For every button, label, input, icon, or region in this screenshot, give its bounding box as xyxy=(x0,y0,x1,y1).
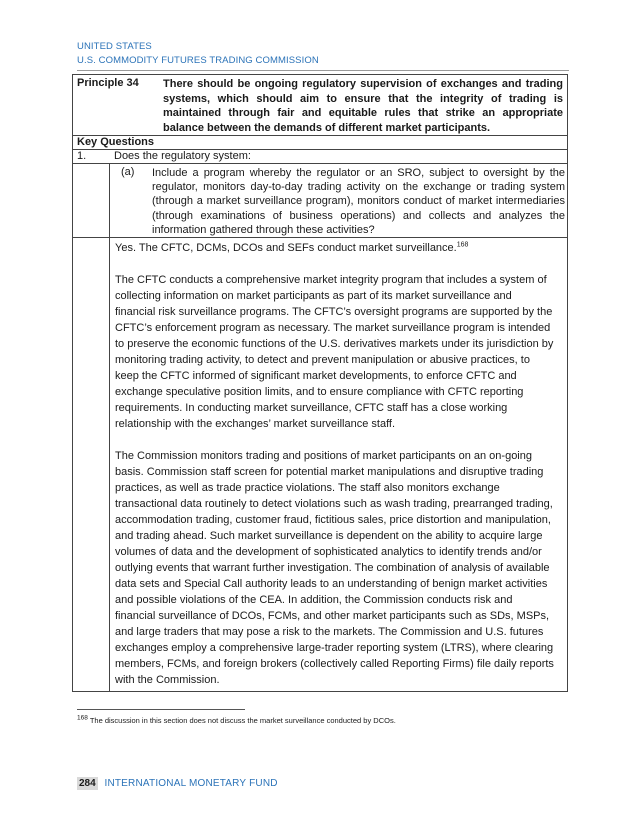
footnote-ref[interactable]: 168 xyxy=(456,241,469,249)
page-header xyxy=(77,40,567,71)
principle-row xyxy=(73,75,567,136)
principle-table xyxy=(72,74,568,692)
answer-paragraph-2: The CFTC conducts a comprehensive market integrity program that includes a system of collecting information on market participants as part of its market surveillance and financial risk surveillance programs. The CFTC’s oversight programs are supported by the CFTC’s enforcement program as necessary. The market surveillance program is intended to preserve the economic functions of the U.S. derivatives markets under its jurisdiction by monitoring trading activity, to detect and prevent manipulation or abusive practices, to keep the CFTC informed of significant market developments, to enforce CFTC and exchange speculative position limits, and to ensure compliance with CFTC reporting requirements. In conducting market surveillance, CFTC staff has a close working relationship with the exchanges’ market surveillance staff. xyxy=(115,274,554,430)
page-number: 284 xyxy=(79,778,96,789)
key-questions-heading: Key Questions xyxy=(73,136,567,150)
footnote-number: 168 xyxy=(77,714,88,722)
answer-paragraph-3: The Commission monitors trading and positions of market participants on an on-going basis. Commission staff screen for potential market manipulations and disruptive trading practices, as well as trade practice violations. The staff also monitors exchange transactional data routinely to detect violations such as wash trading, prearranged trading, accommodation trading, customer fraud, fictitious sales, price distortion and manipulation, and trading ahead. Such market surveillance is dependent on the ability to acquire large volumes of data and the development of sophisticated analytics to identify trends and/or outlying events that warrant further investigation. The combination of analysis of available data sets and Special Call authority leads to an understanding of benign market activities and possible violations of the CEA. In addition, the Commission conducts risk and financial surveillance of DCOs, FCMs, and other market participants such as SDs, MSPs, and large traders that may pose a risk to the markets. The Commission and U.S. futures exchanges employ a comprehensive large-trader reporting system (LTRS), where clearing members, FCMs, and foreign brokers (collectively called Reporting Firms) file daily reports with the Commission. xyxy=(115,450,554,686)
question-1-text: Does the regulatory system: xyxy=(114,150,251,162)
footnote-text: The discussion in this section does not discuss the market surveillance conducted by DCOs. xyxy=(89,716,396,725)
answer-p1-text: Yes. The CFTC, DCMs, DCOs and SEFs conduct market surveillance. xyxy=(115,242,457,254)
footnote xyxy=(77,716,396,725)
principle-label: Principle 34 xyxy=(77,77,139,89)
footnote-rule xyxy=(77,709,245,710)
answer-content xyxy=(115,240,555,704)
header-country: UNITED STATES xyxy=(77,41,152,52)
answer-paragraph-1 xyxy=(115,240,555,256)
header-rule xyxy=(77,70,569,71)
question-1-number: 1. xyxy=(77,150,87,162)
page-footer xyxy=(77,778,278,789)
column-divider xyxy=(109,164,110,237)
question-1-row xyxy=(73,150,567,164)
column-divider xyxy=(109,238,110,691)
answer-cell xyxy=(73,238,567,691)
header-agency: U.S. COMMODITY FUTURES TRADING COMMISSION xyxy=(77,55,319,66)
footer-organization: INTERNATIONAL MONETARY FUND xyxy=(104,778,278,789)
sub-question-a-label: (a) xyxy=(121,166,135,178)
principle-text: There should be ongoing regulatory supervision of exchanges and trading systems, which should aim to ensure that the integrity of trading is maintained through fair and equitable rules that strike an appropriate balance between the demands of different market participants. xyxy=(163,78,563,134)
sub-question-a-text: Include a program whereby the regulator or an SRO, subject to oversight by the regulator, monitors day-to-day trading activity on the exchange or trading system (through a market surveillance program), monitors conduct of market intermediaries (through examinations of business operations) and collects and analyzes the information gathered through these activities? xyxy=(152,167,565,236)
sub-question-a-row xyxy=(73,164,567,238)
